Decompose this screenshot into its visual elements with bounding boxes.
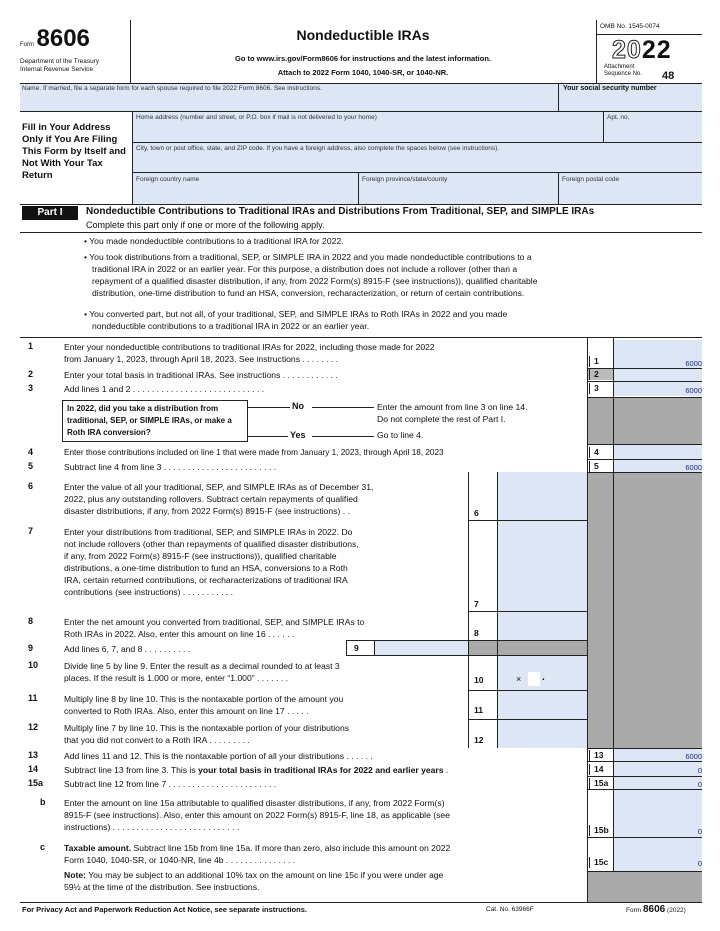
privacy-notice: For Privacy Act and Paperwork Reduction Act Notice, see separate instructions. [22, 905, 307, 914]
line-7-text-1: Enter your distributions from traditional, SEP, and SIMPLE IRAs in 2022. Do [64, 527, 353, 537]
bullet-3: • You converted part, but not all, of your traditional, SEP, and SIMPLE IRAs to Roth IRAs in 2022 and you made [84, 309, 508, 319]
line-11-amount-field[interactable] [497, 691, 587, 719]
line-5-text: Subtract line 4 from line 3 . . . . . . . . . . . . . . . . . . . . . . . . [64, 462, 277, 472]
line-11-number: 11 [28, 693, 38, 703]
line-15c-note-b: You may be subject to an additional 10% tax on the amount on line 15c if you were under age [85, 870, 444, 880]
no-answer: No [292, 401, 304, 411]
line-5-box: 5 [589, 461, 599, 472]
ssn-label: Your social security number [563, 85, 657, 92]
line-12-box: 12 [474, 735, 484, 745]
line-8-box: 8 [474, 628, 479, 638]
line-6-text-3: disaster distributions, if any, from 2022 Form(s) 8915-F (see instructions) . . [64, 506, 350, 516]
line-14-text-c: . [443, 765, 449, 775]
shade-line-9 [468, 641, 587, 655]
line-15a-text: Subtract line 12 from line 7 . . . . . . . . . . . . . . . . . . . . . . . [64, 779, 277, 789]
line-9-number: 9 [28, 643, 34, 653]
line-3-box: 3 [589, 383, 599, 394]
line-15b-text-3: instructions) . . . . . . . . . . . . . . . . . . . . . . . . . . . [64, 822, 240, 832]
foreign-postal-label: Foreign postal code [562, 176, 620, 183]
shade-bottom [587, 872, 702, 902]
line-6-text-2: 2022, plus any outstanding rollovers. Subtract certain repayments of qualified [64, 494, 358, 504]
line-6-text-1: Enter the value of all your traditional, SEP, and SIMPLE IRAs as of December 31, [64, 482, 374, 492]
line-15c-note-2: 59½ at the time of the distribution. See instructions. [64, 882, 260, 892]
line-14-text-b: your total basis in traditional IRAs for 2022 and earlier years [198, 765, 444, 775]
line-9-box: 9 [354, 643, 359, 653]
line-15c-note-a: Note: [64, 870, 86, 880]
line-7-text-4: distributions, a one-time distribution to fund an HSA, conversions to a Roth [64, 563, 348, 573]
line-15a-box: 15a [589, 778, 608, 789]
tax-year-bold: 22 [641, 36, 672, 64]
line-15c-amount-field[interactable] [614, 838, 702, 871]
yes-instruction: Go to line 4. [377, 430, 424, 440]
city-label: City, town or post office, state, and ZIP code. If you have a foreign address, also complete the spaces below (see instructions). [136, 145, 500, 152]
line-12-text-1: Multiply line 7 by line 10. This is the nontaxable portion of your distributions [64, 723, 350, 733]
tax-year-outline: 20 [612, 36, 642, 64]
line-10-decimal: . [542, 672, 545, 683]
line-6-number: 6 [28, 481, 34, 491]
line-15c-text-1a: Taxable amount. [64, 843, 132, 853]
line-11-text-2: converted to Roth IRAs. Also, enter this amount on line 17 . . . . . [64, 706, 309, 716]
line-11-box: 11 [474, 705, 484, 715]
line-15c-value: 0 [697, 859, 702, 868]
shade-q3-right [613, 397, 702, 444]
line-5-value: 6000 [685, 463, 702, 472]
line-12-text-2: that you did not convert to a Roth IRA . . . . . . . . . [64, 735, 250, 745]
line-15b-text-2: 8915-F (see instructions). Also, enter this amount on 2022 Form(s) 8915-F, line 18, as applicable (see [64, 810, 450, 820]
form-number-block [20, 24, 90, 55]
line-7-number: 7 [28, 526, 34, 536]
part-1-title: Nondeductible Contributions to Traditional IRAs and Distributions From Traditional, SEP, and SIMPLE IRAs [86, 206, 595, 217]
line-15a-amount-field[interactable] [614, 777, 702, 789]
line-10-times: × [516, 674, 522, 684]
line-12-number: 12 [28, 722, 39, 732]
line-12-amount-field[interactable] [497, 720, 587, 748]
line-8-text-2: Roth IRAs in 2022. Also, enter this amount on line 16 . . . . . . [64, 629, 295, 639]
attachment-label [604, 64, 642, 78]
line-1-box: 1 [589, 356, 599, 367]
line-7-text-5: IRA, certain returned contributions, or recharacterizations of traditional IRA [64, 575, 348, 585]
address-side-label: Fill in Your Address Only if You Are Filing This Form by Itself and Not With Your Tax Return [22, 122, 126, 181]
sequence-number: 48 [662, 70, 675, 82]
line-1-text-1: Enter your nondeductible contributions to traditional IRAs for 2022, including those made for 2022 [64, 342, 435, 352]
line-3-number: 3 [28, 383, 34, 393]
department-line-2: Internal Revenue Service [20, 66, 93, 73]
line-15b-number: b [40, 797, 46, 807]
footer-form-year: (2022) [667, 907, 686, 914]
home-address-label: Home address (number and street, or P.O. box if mail is not delivered to your home) [136, 114, 377, 121]
line-15c-text-2: Form 1040, 1040-SR, or 1040-NR, line 4b . . . . . . . . . . . . . . . [64, 855, 296, 865]
shade-q3 [587, 397, 613, 444]
line-7-text-2: not include rollovers (other than repayments of qualified disaster distributions, [64, 539, 359, 549]
line-13-number: 13 [28, 750, 39, 760]
line-13-box: 13 [589, 750, 604, 761]
footer-form-id [626, 904, 686, 917]
line-15b-box: 15b [589, 825, 609, 836]
line-8-number: 8 [28, 616, 34, 626]
line-14-text [64, 764, 448, 776]
name-label: Name. If married, file a separate form for each spouse required to file 2022 Form 8606. See instructions. [22, 85, 322, 92]
shade-right-mid [613, 472, 702, 748]
line-1-number: 1 [28, 341, 34, 351]
catalog-number: Cat. No. 63966F [486, 906, 534, 913]
line-7-box: 7 [474, 599, 479, 609]
department-block [20, 58, 99, 74]
line-15c-text-1 [64, 842, 450, 854]
line-9-text: Add lines 6, 7, and 8 . . . . . . . . . . [64, 644, 191, 654]
part-1-tag: Part I [22, 206, 78, 220]
line-6-box: 6 [474, 508, 479, 518]
line-5-number: 5 [28, 461, 34, 471]
part-1-subtitle: Complete this part only if one or more of the following apply. [86, 220, 325, 230]
line-11-text-1: Multiply line 8 by line 10. This is the nontaxable portion of the amount you [64, 694, 344, 704]
header-instructions-1: Go to www.irs.gov/Form8606 for instructions and the latest information. [234, 54, 491, 63]
bullet-2-cont-1: traditional IRA in 2022 or an earlier year. For this purpose, a distribution does not include a rollover (other than a [92, 264, 518, 274]
apt-label: Apt. no. [607, 114, 630, 121]
foreign-province-label: Foreign province/state/county [362, 176, 448, 183]
form-number: 8606 [36, 25, 90, 52]
no-arrow-line [248, 407, 290, 408]
line-10-box: 10 [474, 675, 484, 685]
footer-form-number: 8606 [642, 904, 666, 915]
line-15b-amount-field[interactable] [614, 790, 702, 837]
line-14-number: 14 [28, 764, 39, 774]
line-1-value: 6000 [685, 359, 702, 368]
yes-arrow-line [248, 436, 288, 437]
line-14-box: 14 [589, 764, 604, 775]
line-8-amount-field[interactable] [497, 612, 587, 640]
line-6-amount-field[interactable] [497, 472, 587, 520]
attachment-text: Attachment [604, 64, 635, 70]
form-title: Nondeductible IRAs [296, 27, 430, 43]
line-10-gap [528, 672, 540, 686]
bullet-3-cont: nondeductible contributions to a traditional IRA in 2022 or an earlier year. [92, 321, 370, 331]
header-instructions-2: Attach to 2022 Form 1040, 1040-SR, or 1040-NR. [277, 68, 449, 77]
footer-form-label: Form [626, 907, 642, 914]
line-2-text: Enter your total basis in traditional IRAs. See instructions . . . . . . . . . . . . [64, 370, 338, 380]
line-15b-text-1: Enter the amount on line 15a attributable to qualified disaster distributions, if any, from 2022 Form(s) [64, 798, 445, 808]
yes-answer: Yes [290, 430, 306, 440]
sequence-label: Sequence No. [604, 71, 643, 77]
line-3-value: 6000 [685, 386, 702, 395]
line-2-amount-field[interactable] [614, 369, 702, 381]
line-14-amount-field[interactable] [614, 762, 702, 776]
line-15b-value: 0 [697, 827, 702, 836]
shade-col-mid [587, 472, 613, 748]
foreign-country-label: Foreign country name [136, 176, 200, 183]
line-10-text-1: Divide line 5 by line 9. Enter the result as a decimal rounded to at least 3 [64, 661, 340, 671]
line-8-text-1: Enter the net amount you converted from traditional, SEP, and SIMPLE IRAs to [64, 617, 365, 627]
line-1-text-2: from January 1, 2023, through April 18, 2023. See instructions . . . . . . . . [64, 354, 339, 364]
line-2-number: 2 [28, 369, 34, 379]
line-15c-number: c [40, 842, 46, 852]
line-4-number: 4 [28, 447, 34, 457]
bullet-1: • You made nondeductible contributions to a traditional IRA for 2022. [84, 236, 344, 246]
bullet-2-cont-2: repayment of a qualified disaster distribution, if any, from 2022 Form(s) 8915-F (see instructions)), qualified charitable [92, 276, 538, 286]
line-13-text: Add lines 11 and 12. This is the nontaxable portion of all your distributions . . . . . . [64, 751, 373, 761]
no-instruction [377, 401, 527, 425]
line-4-box: 4 [589, 447, 599, 458]
tax-year [612, 34, 672, 66]
yes-arrow-line-2 [312, 436, 374, 437]
line-7-amount-field[interactable] [497, 521, 587, 611]
line-15c-note [64, 869, 443, 881]
line-13-value: 6000 [685, 752, 702, 761]
line-4-text: Enter those contributions included on line 1 that were made from January 1, 2023, through April 18, 2023 [64, 448, 444, 457]
line-9-amount-field[interactable] [375, 641, 468, 655]
line-2-box: 2 [589, 369, 599, 380]
line-10-number: 10 [28, 660, 39, 670]
line-15a-number: 15a [28, 778, 44, 788]
line-10-text-2: places. If the result is 1.000 or more, enter “1.000” . . . . . . . [64, 673, 289, 683]
line-15a-value: 0 [697, 780, 702, 789]
line-14-text-a: Subtract line 13 from line 3. This is [64, 765, 199, 775]
no-arrow-line-2 [312, 407, 374, 408]
omb-number: OMB No. 1545-0074 [600, 23, 660, 30]
form-label: Form [20, 42, 34, 48]
bullet-2: • You took distributions from a traditional, SEP, or SIMPLE IRA in 2022 and you made nondeductible contributions to a [84, 252, 532, 262]
distribution-question: In 2022, did you take a distribution from traditional, SEP, or SIMPLE IRAs, or make a Roth IRA conversion? [62, 400, 248, 442]
line-15c-text-1b: Subtract line 15b from line 15a. If more than zero, also include this amount on 2022 [131, 843, 451, 853]
line-3-text: Add lines 1 and 2 . . . . . . . . . . . . . . . . . . . . . . . . . . . . [64, 384, 265, 394]
bullet-2-cont-3: distribution, one-time distribution to fund an HSA, conversion, recharacterization, or return of certain contributions. [92, 288, 525, 298]
no-instruction-2: Do not complete the rest of Part I. [377, 414, 506, 424]
no-instruction-1: Enter the amount from line 3 on line 14. [377, 402, 528, 412]
department-line-1: Department of the Treasury [20, 58, 100, 65]
line-7-text-3: if any, from 2022 Form(s) 8915-F (see instructions)), qualified charitable [64, 551, 337, 561]
line-4-amount-field[interactable] [614, 445, 702, 459]
line-14-value: 0 [697, 766, 702, 775]
line-7-text-6: contributions (see instructions) . . . . . . . . . . . [64, 587, 234, 597]
line-15c-box: 15c [589, 857, 608, 868]
